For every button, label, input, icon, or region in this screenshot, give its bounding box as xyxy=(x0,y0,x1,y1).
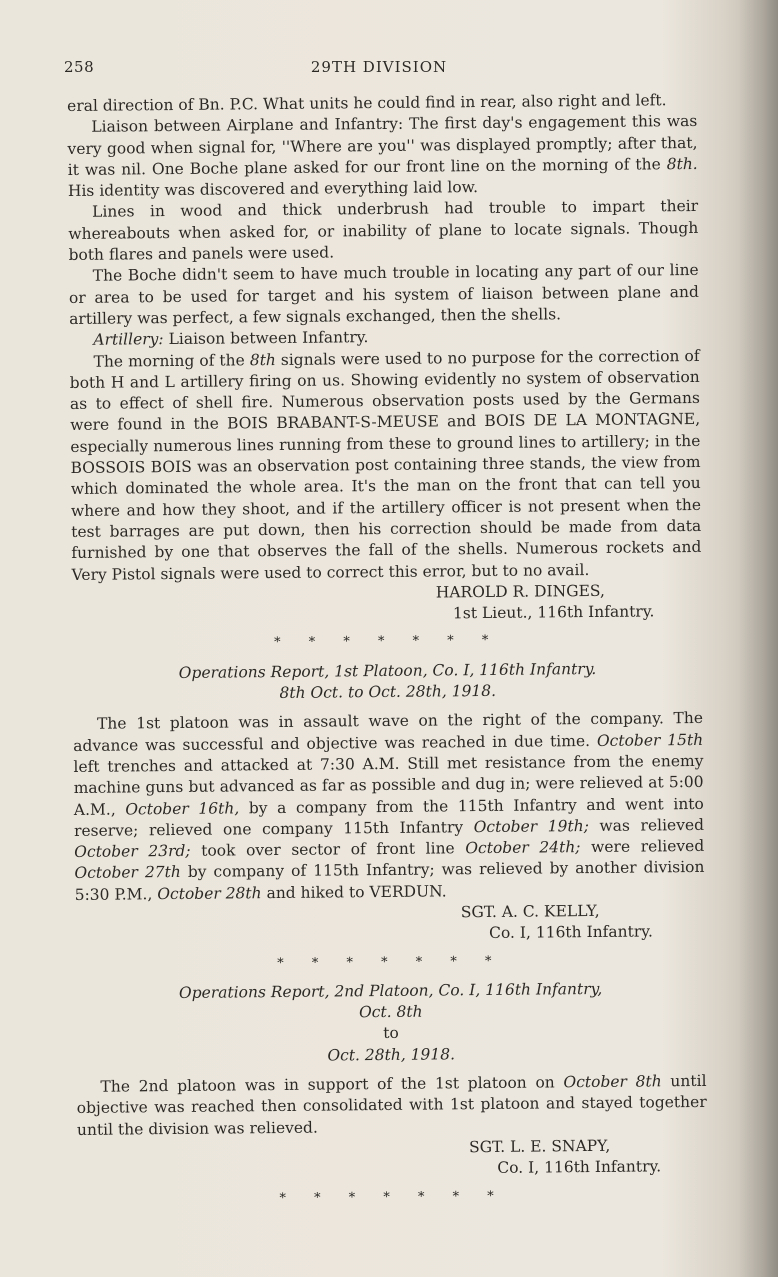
paragraph-text: were relieved xyxy=(580,837,705,857)
date-emphasis: 8th. xyxy=(666,154,698,174)
paragraph-second-platoon xyxy=(76,1071,707,1141)
section-divider-stars: * * * * * * * xyxy=(274,633,501,651)
date-emphasis: Oct. 28th, 1918. xyxy=(327,1045,456,1065)
report-heading xyxy=(76,978,707,1069)
paragraph-artillery-report xyxy=(69,346,701,586)
report-heading xyxy=(72,658,702,707)
signature-name: HAROLD R. DINGES, xyxy=(435,581,605,602)
date-emphasis: October 16th, xyxy=(125,798,240,818)
paragraph-airplane-liaison xyxy=(67,111,698,202)
paragraph-wood-signals: Lines in wood and thick underbrush had trouble to impart their whereabouts when asked for, or inability of plane to locate signals. Though both flares and panels were used. xyxy=(68,197,699,265)
date-emphasis: 8th xyxy=(249,350,276,369)
report-heading-line: Operations Report, 1st Platoon, Co. I, 116th Infantry. xyxy=(178,659,597,682)
report-heading-dates xyxy=(76,999,707,1069)
paragraph-text: The morning of the xyxy=(93,350,250,371)
signature-name: SGT. L. E. SNAPY, xyxy=(469,1136,611,1157)
date-emphasis: October 15th xyxy=(596,730,704,750)
date-emphasis: October 27th xyxy=(74,863,181,883)
paragraph-text: until objective was reached then consolidated with 1st platoon and stayed together until the division was relieved. xyxy=(76,1071,707,1139)
report-heading-dates: 8th Oct. to Oct. 28th, 1918. xyxy=(279,681,497,703)
page-number: 258 xyxy=(64,58,95,76)
paragraph-text: and hiked to VERDUN. xyxy=(261,882,447,902)
date-emphasis: October 23rd; xyxy=(74,841,191,862)
page-content xyxy=(67,90,708,1219)
date-emphasis: October 24th; xyxy=(465,838,581,858)
paragraph-text: signals were used to no purpose for the correction of both H and L artillery firing on us. Showing evidently no system of observation as to effect of shell fire. Numerous observation posts used by the Germans were found in the BOIS BRABANT-S-MEUSE and BOIS DE LA MONTAGNE, especially numerous lines running from these to ground lines to artillery; in the BOSSOIS BOIS was an observation post containing three stands, the view from which dominated the whole area. It's the man on the front that can tell you where and how they shoot, and if the artillery officer is not present when the test barrages are put down, then his correction should be made from data furnished by one that observes the fall of the shells. Numerous rockets and Very Pistol signals were used to correct this error, but to no avail. xyxy=(69,346,702,584)
heading-text: to xyxy=(383,1024,399,1043)
report-heading-line: Operations Report, 2nd Platoon, Co. I, 116th Infantry, xyxy=(178,979,603,1002)
paragraph-text: Liaison between Airplane and Infantry: The first day's engagement this was very good when signal for, ''Where are you'' was displayed promptly; after that, it was nil. One Boche plane asked for our front line on the morning of the xyxy=(67,112,698,179)
paragraph-text: by a company from the 115th Infantry and went into reserve; relieved one company 115th Infantry xyxy=(73,794,704,840)
paragraph-text: His identity was discovered and everything laid low. xyxy=(67,178,479,201)
paragraph-text: was relieved xyxy=(588,815,705,835)
section-divider-stars: * * * * * * * xyxy=(279,1188,506,1206)
paragraph-continuation: eral direction of Bn. P.C. What units he could find in rear, also right and left. xyxy=(67,91,667,115)
page-gutter-shadow xyxy=(738,0,778,1277)
signature-title: Co. I, 116th Infantry. xyxy=(497,1157,662,1178)
date-emphasis: October 8th xyxy=(563,1072,662,1092)
paragraph-text: by company of 115th Infantry; was relieved by another division 5:30 P.M., xyxy=(74,858,705,904)
page-header xyxy=(64,58,694,80)
signature-name: SGT. A. C. KELLY, xyxy=(460,901,600,922)
date-emphasis: Oct. 8th xyxy=(358,1002,423,1022)
paragraph-boche-liaison: The Boche didn't seem to have much trouble in locating any part of our line or area to be used for target and his system of liaison between plane and artillery was perfect, a few signals exchanged, then the shells. xyxy=(68,261,699,328)
section-divider-stars: * * * * * * * xyxy=(277,953,504,971)
signature-title: Co. I, 116th Infantry. xyxy=(488,922,653,943)
section-label: Artillery: xyxy=(93,330,164,350)
paragraph-text: Liaison between Infantry. xyxy=(163,328,369,349)
paragraph-first-platoon xyxy=(73,708,705,906)
signature-title: 1st Lieut., 116th Infantry. xyxy=(452,602,655,623)
paragraph-text: The 2nd platoon was in support of the 1st platoon on xyxy=(100,1073,564,1096)
paragraph-text: left trenches and attacked at 7:30 A.M. Still met resistance from the enemy machine guns but advanced as far as possible and dug in; were relieved at 5:00 A.M., xyxy=(73,751,704,819)
date-emphasis: October 19th; xyxy=(473,816,589,836)
paragraph-text: The 1st platoon was in assault wave on the right of the company. The advance was successful and objective was reached in due time. xyxy=(73,709,704,755)
paragraph-text: took over sector of front line xyxy=(190,839,466,860)
date-emphasis: October 28th xyxy=(157,883,262,903)
running-head: 29TH DIVISION xyxy=(310,58,448,76)
